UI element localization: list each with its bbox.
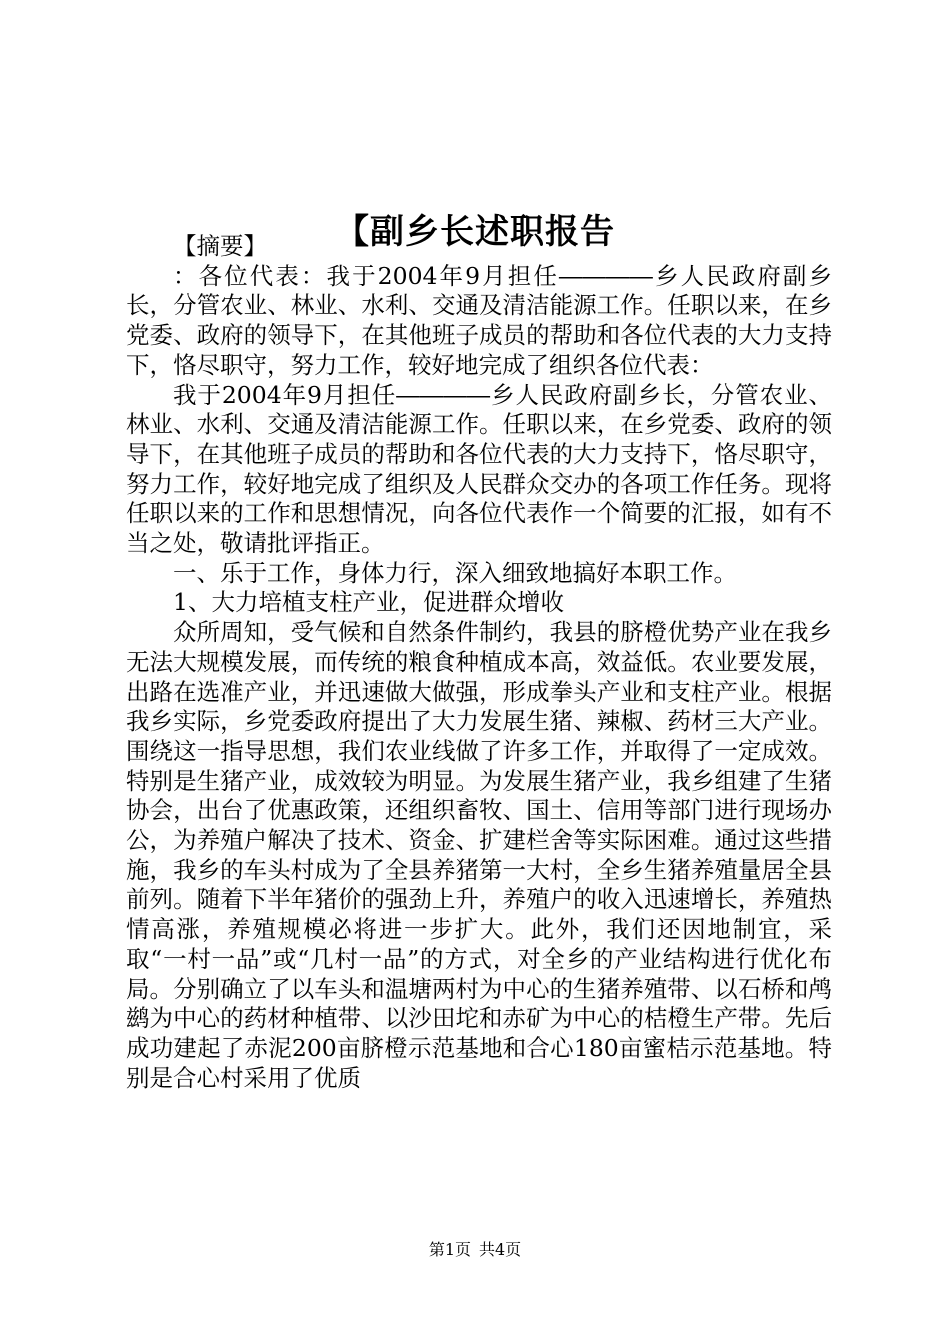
subsection-heading: 1、大力培植支柱产业，促进群众增收 bbox=[173, 588, 564, 617]
paragraph: 众所周知，受气候和自然条件制约，我县的脐橙优势产业在我乡无法大规模发展，而传统的粮食种植成本高，效益低。农业要发展，出路在选准产业，并迅速做大做强，形成拳头产业和支柱产业。根据我乡实际，乡党委政府提出了大力发展生猪、辣椒、药材三大产业。围绕这一指导思想，我们农业线做了许多工作，并取得了一定成效。特别是生猪产业，成效较为明显。为发展生猪产业，我乡组建了生猪协会，出台了优惠政策，还组织畜牧、国土、信用等部门进行现场办公，为养殖户解决了技术、资金、扩建栏舍等实际困难。通过这些措施，我乡的车头村成为了全县养猪第一大村，全乡生猪养殖量居全县前列。随着下半年猪价的强劲上升，养殖户的收入迅速增长，养殖热情高涨，养殖规模必将进一步扩大。此外，我们还因地制宜，采取“一村一品”或“几村一品”的方式，对全乡的产业结构进行优化布局。分别确立了以车头和温塘两村为中心的生猪养殖带、以石桥和鸬鹚为中心的药材种植带、以沙田坨和赤矿为中心的桔橙生产带。先后成功建起了赤泥200亩脐橙示范基地和合心180亩蜜桔示范基地。特别是合心村采用了优质 bbox=[126, 618, 832, 1092]
page-number: 第1页 bbox=[428, 1240, 471, 1259]
page-footer bbox=[0, 1239, 950, 1261]
abstract-heading: 【摘要】 bbox=[173, 232, 267, 260]
paragraph: 我于2004年9月担任――――乡人民政府副乡长，分管农业、林业、水利、交通及清洁能源工作。任职以来，在乡党委、政府的领导下，在其他班子成员的帮助和各位代表的大力支持下，恪尽职守，努力工作，较好地完成了组织及人民群众交办的各项工作任务。现将任职以来的工作和思想情况，向各位代表作一个简要的汇报，如有不当之处，敬请批评指正。 bbox=[126, 380, 832, 558]
document-title: 【副乡长述职报告 bbox=[335, 211, 615, 252]
page-total: 共4页 bbox=[479, 1240, 522, 1259]
document-body bbox=[126, 232, 832, 1093]
paragraph: ：各位代表：我于2004年9月担任――――乡人民政府副乡长，分管农业、林业、水利、交通及清洁能源工作。任职以来，在乡党委、政府的领导下，在其他班子成员的帮助和各位代表的大力支持下，恪尽职守，努力工作，较好地完成了组织各位代表： bbox=[126, 261, 832, 379]
section-heading: 一、乐于工作，身体力行，深入细致地搞好本职工作。 bbox=[173, 558, 737, 587]
